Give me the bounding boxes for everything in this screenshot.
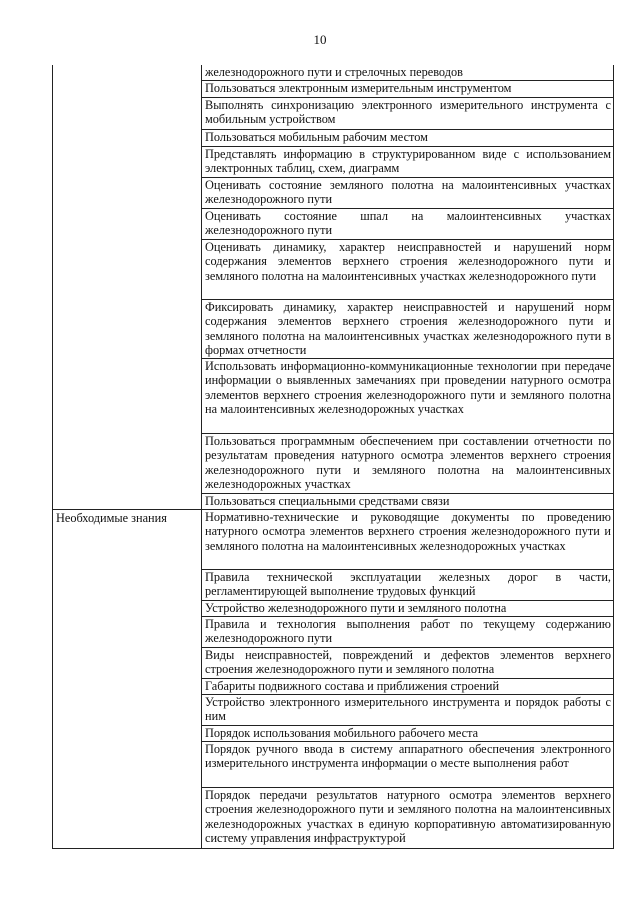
table-cell xyxy=(202,493,614,509)
table-cell xyxy=(202,80,614,97)
table-cell xyxy=(202,299,614,358)
table-cell xyxy=(202,97,614,129)
table-cell xyxy=(202,787,614,848)
item-text: Порядок ручного ввода в систему аппаратного обеспечения электронного измерительного инструмента информации о месте выполнения работ xyxy=(205,741,611,770)
table-cell xyxy=(202,678,614,694)
item-text: Оценивать динамику, характер неисправностей и нарушений норм содержания элементов верхнего строения железнодорожного пути и земляного полотна на малоинтенсивных участках железнодорожного пути xyxy=(205,239,611,283)
table-cell xyxy=(202,741,614,787)
item-text: железнодорожного пути и стрелочных переводов xyxy=(205,65,463,79)
item-text: Порядок использования мобильного рабочего места xyxy=(205,725,479,740)
table-cell xyxy=(202,146,614,177)
item-text: Фиксировать динамику, характер неисправностей и нарушений норм содержания элементов верхнего строения железнодорожного пути и земляного полотна на малоинтенсивных участках железнодорожного пути в формах отчетности xyxy=(205,299,611,357)
item-text: Габариты подвижного состава и приближения строений xyxy=(205,678,500,693)
item-text: Пользоваться программным обеспечением при составлении отчетности по результатам проведения натурного осмотра элементов верхнего строения железнодорожного пути и земляного полотна на малоинтенсивных железнодорожных участках xyxy=(205,433,611,491)
table-cell xyxy=(202,647,614,678)
item-text: Использовать информационно-коммуникационные технологии при передаче информации о выявленных замечаниях при проведении натурного осмотра элементов верхнего строения железнодорожного пути и земляного полотна на малоинтенсивных железнодорожных участках xyxy=(205,358,611,416)
item-text: Правила и технология выполнения работ по текущему содержанию железнодорожного пути xyxy=(205,616,611,645)
table-cell xyxy=(202,177,614,208)
table-row xyxy=(53,65,614,80)
item-text: Представлять информацию в структурированном виде с использованием электронных таблиц, схем, диаграмм xyxy=(205,146,611,175)
item-text: Выполнять синхронизацию электронного измерительного инструмента с мобильным устройством xyxy=(205,97,611,126)
item-text: Виды неисправностей, повреждений и дефектов элементов верхнего строения железнодорожного пути и земляного полотна xyxy=(205,647,611,676)
table-cell xyxy=(202,616,614,647)
requirements-table xyxy=(52,65,614,849)
item-text: Пользоваться специальными средствами связи xyxy=(205,493,450,508)
table-cell xyxy=(202,569,614,600)
table-cell xyxy=(202,600,614,616)
item-text: Пользоваться мобильным рабочим местом xyxy=(205,129,428,144)
section-label: Необходимые знания xyxy=(56,510,167,525)
table-cell xyxy=(202,725,614,741)
item-text: Пользоваться электронным измерительным инструментом xyxy=(205,80,512,95)
table-cell xyxy=(202,358,614,433)
item-text: Оценивать состояние шпал на малоинтенсивных участках железнодорожного пути xyxy=(205,208,611,237)
table-cell xyxy=(202,129,614,146)
item-text: Оценивать состояние земляного полотна на малоинтенсивных участках железнодорожного пути xyxy=(205,177,611,206)
table-cell xyxy=(202,208,614,239)
item-text: Правила технической эксплуатации железных дорог в части, регламентирующей выполнение трудовых функций xyxy=(205,569,611,598)
page-number: 10 xyxy=(313,32,327,47)
item-text: Порядок передачи результатов натурного осмотра элементов верхнего строения железнодорожного пути и земляного полотна на малоинтенсивных железнодорожных участках в единую корпоративную автоматизированную систему управления инфраструктурой xyxy=(205,787,611,845)
table-cell xyxy=(202,239,614,299)
table-row xyxy=(53,509,614,569)
table-cell xyxy=(202,433,614,493)
table-cell xyxy=(202,694,614,725)
item-text: Устройство железнодорожного пути и земляного полотна xyxy=(205,600,507,615)
item-text: Нормативно-технические и руководящие документы по проведению натурного осмотра элементов верхнего строения железнодорожного пути и земляного полотна на малоинтенсивных железнодорожных участках xyxy=(205,509,611,553)
table-cell xyxy=(202,509,614,569)
item-text: Устройство электронного измерительного инструмента и порядок работы с ним xyxy=(205,694,611,723)
table-cell xyxy=(202,65,614,80)
section-label-cell xyxy=(53,509,202,848)
section-label-cell xyxy=(53,65,202,509)
